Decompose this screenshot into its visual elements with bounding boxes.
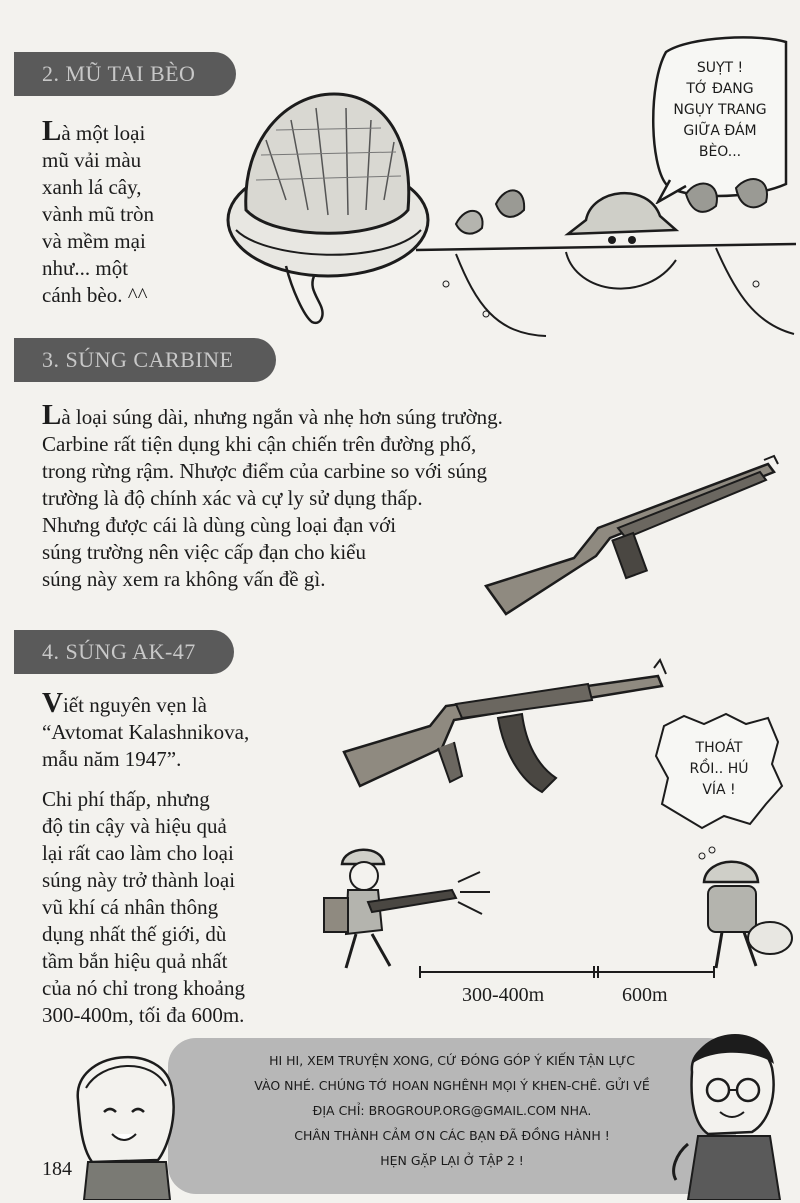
- footer-banner-text: HI HI, XEM TRUYỆN XONG, CỨ ĐÓNG GÓP Ý KIẾN TẬN LỰC VÀO NHÉ. CHÚNG TỚ HOAN NGHÊNH MỌI Ý KHEN-CHÊ. GỬI VỀ ĐỊA CHỈ: BROGROUP.ORG@GMAIL.COM NHA. CHÂN THÀNH CẢM ƠN CÁC BẠN ĐÃ ĐỒNG HÀNH ! HẸN GẶP LẠI Ở TẬP 2 !: [254, 1053, 650, 1168]
- ak47-drop-letter: V: [42, 687, 63, 719]
- section-header-ak47: [14, 630, 234, 674]
- distance-label-far: 600m: [622, 984, 668, 1006]
- section-header-carbine: [14, 338, 276, 382]
- carbine-rifle-icon: [478, 454, 782, 622]
- carbine-description-text: à loại súng dài, nhưng ngắn và nhẹ hơn súng trường. Carbine rất tiện dụng khi cận chiến trên đường phố, trong rừng rậm. Nhược điểm của carbine so với súng trường là độ chính xác và cự ly sử dụng thấp. Nhưng được cái là dùng cùng loại đạn với súng trường nên việc cấp đạn cho kiểu súng này xem ra không vấn đề gì.: [42, 405, 503, 591]
- hat-description-text: à một loại mũ vải màu xanh lá cây, vành mũ tròn và mềm mại như... một cánh bèo. ^^: [42, 121, 154, 307]
- section-header-hat: [14, 52, 236, 96]
- shooting-soldier-icon: [312, 842, 498, 978]
- soldier-in-grass-icon: [416, 164, 796, 344]
- hat-description: [42, 115, 212, 309]
- speech-text-hat: SUỴT ! TỚ ĐANG NGỤY TRANG GIỮA ĐÁM BÈO...: [673, 60, 767, 160]
- carbine-drop-letter: L: [42, 399, 62, 431]
- speech-text-ak47: THOÁT RỒI.. HÚ VÍA !: [689, 740, 749, 798]
- ak47-description: [42, 786, 312, 1029]
- section-header-ak47-text: 4. SÚNG AK-47: [42, 639, 196, 664]
- section-header-carbine-text: 3. SÚNG CARBINE: [42, 347, 234, 372]
- ak47-intro: [42, 687, 312, 773]
- ak47-description-text: Chi phí thấp, nhưng độ tin cậy và hiệu quả lại rất cao làm cho loại súng này trở thành loại vũ khí cá nhân thông dụng nhất thế giới, dù tầm bắn hiệu quả nhất của nó chỉ trong khoảng 300-400m, tối đa 600m.: [42, 787, 245, 1027]
- fleeing-soldier-icon: [676, 846, 798, 978]
- distance-scale-icon: [418, 962, 718, 982]
- girl-character-icon: [66, 1030, 186, 1200]
- bucket-hat-icon: [216, 80, 446, 330]
- page-number: 184: [42, 1158, 72, 1180]
- ak47-intro-text: iết nguyên vẹn là “Avtomat Kalashnikova, mẫu năm 1947”.: [42, 693, 250, 771]
- hat-drop-letter: L: [42, 115, 62, 147]
- distance-label-near: 300-400m: [462, 984, 545, 1006]
- section-header-hat-text: 2. MŨ TAI BÈO: [42, 61, 196, 86]
- ak47-rifle-icon: [338, 656, 678, 806]
- glasses-boy-character-icon: [662, 1020, 798, 1200]
